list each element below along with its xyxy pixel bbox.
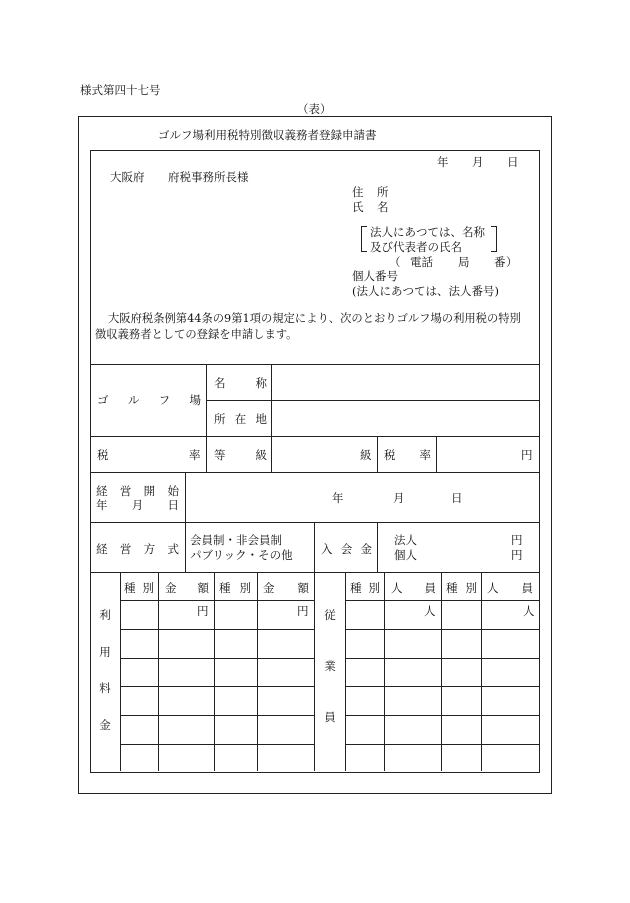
label-char: ゴ — [97, 393, 109, 407]
label-char: 会 — [340, 542, 353, 556]
entry-corporate: 法人 — [394, 533, 417, 547]
col-rule — [257, 572, 258, 771]
name-label-1: 氏 — [352, 200, 364, 214]
label-char: 称 — [255, 376, 267, 390]
row-rule — [345, 600, 539, 601]
addressee-prefecture: 大阪府 — [110, 170, 145, 184]
label-char: 営 — [119, 484, 132, 498]
personal-number-note: (法人にあつては、法人番号) — [352, 284, 499, 298]
label-char: 額 — [197, 581, 209, 595]
label-char: 開 — [143, 484, 156, 498]
col-rule — [158, 572, 159, 771]
statement-line1: 大阪府税条例第44条の9第1項の規定により、次のとおりゴルフ場の利用税の特別 — [108, 312, 521, 325]
label-char: 税 — [384, 448, 396, 462]
bracket-right — [491, 226, 497, 252]
date-month: 月 — [472, 155, 484, 169]
label-char: 料 — [99, 681, 111, 696]
col-rule — [377, 522, 378, 572]
label-char: 員 — [324, 710, 336, 724]
label-char: 別 — [142, 581, 154, 595]
label-char: 金 — [99, 717, 111, 732]
label-char: 用 — [99, 644, 111, 659]
entry-fee-label — [321, 541, 372, 557]
label-char: 別 — [239, 581, 251, 595]
label-char: 員 — [521, 581, 533, 595]
grade-unit: 級 — [360, 448, 372, 462]
col-rule — [481, 572, 482, 771]
fee-col-type-1 — [124, 580, 154, 596]
form-title: ゴルフ場利用税特別徴収義務者登録申請書 — [158, 128, 377, 142]
label-char: 入 — [321, 542, 333, 556]
row-rule — [120, 600, 315, 601]
col-rule — [441, 572, 442, 771]
grade-label — [214, 447, 267, 463]
label-char: 員 — [424, 581, 436, 595]
fee-yen-1: 円 — [197, 604, 209, 618]
staff-col-people-2 — [487, 580, 533, 596]
label-char: 地 — [255, 412, 267, 426]
phone-open: （ — [389, 255, 401, 269]
bracket-left — [361, 226, 367, 252]
phone-number: 番 — [494, 255, 506, 269]
personal-number-label: 個人番号 — [352, 269, 398, 283]
mgmt-option-public: パブリック・その他 — [190, 548, 293, 562]
staff-person-unit-1: 人 — [424, 604, 436, 618]
row-rule — [345, 715, 539, 716]
fee-yen-2: 円 — [297, 604, 309, 618]
start-label-line2 — [96, 497, 179, 513]
mgmt-option-membership: 会員制・非会員制 — [190, 533, 282, 547]
row-rule — [90, 364, 539, 365]
staff-col-type-1 — [350, 580, 380, 596]
golf-course-label — [97, 392, 201, 408]
staff-person-unit-2: 人 — [523, 604, 535, 618]
name-label-2: 名 — [377, 200, 389, 214]
label-char: 経 — [96, 542, 108, 556]
label-char: 日 — [167, 498, 179, 512]
row-rule — [345, 686, 539, 687]
row-rule — [345, 744, 539, 745]
entry-individual: 個人 — [394, 548, 417, 562]
col-rule — [214, 572, 215, 771]
label-char: 営 — [119, 542, 132, 556]
form-number: 様式第四十七号 — [80, 83, 161, 97]
row-rule — [120, 744, 315, 745]
date-year: 年 — [437, 155, 449, 169]
row-rule — [120, 629, 315, 630]
label-char: 率 — [419, 448, 431, 462]
label-char: 別 — [465, 581, 477, 595]
label-char: 月 — [131, 498, 144, 512]
address-label-1: 住 — [352, 185, 364, 199]
name-label — [214, 375, 267, 391]
entry-corporate-yen: 円 — [511, 533, 523, 547]
col-rule — [384, 572, 385, 771]
start-day: 日 — [451, 491, 463, 505]
label-char: 経 — [96, 484, 108, 498]
col-rule — [314, 572, 315, 771]
start-year: 年 — [332, 491, 344, 505]
staff-col-type-2 — [446, 580, 477, 596]
col-rule — [120, 572, 121, 771]
label-char: 人 — [487, 581, 499, 595]
tax-rate-label-2 — [384, 447, 431, 463]
label-char: 別 — [368, 581, 380, 595]
staff-col-people-1 — [391, 580, 436, 596]
corp-note-line2: 及び代表者の氏名 — [370, 240, 462, 254]
yen-unit: 円 — [521, 448, 533, 462]
row-rule — [120, 686, 315, 687]
row-rule — [90, 436, 539, 437]
col-rule — [271, 364, 272, 472]
staff-section-label — [320, 607, 340, 725]
date-day: 日 — [507, 155, 519, 169]
row-rule — [120, 658, 315, 659]
row-rule — [206, 400, 539, 401]
label-char: 金 — [263, 581, 275, 595]
label-char: 場 — [189, 393, 201, 407]
label-char: 従 — [324, 608, 336, 622]
fee-section-label — [95, 607, 115, 733]
label-char: 金 — [360, 542, 372, 556]
fee-col-type-2 — [219, 580, 251, 596]
row-rule — [345, 658, 539, 659]
address-label-2: 所 — [377, 185, 389, 199]
label-char: フ — [158, 393, 171, 407]
fee-col-amount-1 — [165, 580, 209, 596]
label-char: ル — [127, 393, 140, 407]
start-month: 月 — [393, 491, 405, 505]
col-rule — [377, 436, 378, 472]
row-rule — [345, 629, 539, 630]
label-char: 名 — [214, 376, 226, 390]
label-char: 等 — [214, 448, 226, 462]
label-char: 級 — [255, 448, 267, 462]
mgmt-label — [96, 541, 179, 557]
label-char: 種 — [350, 581, 362, 595]
label-char: 金 — [165, 581, 177, 595]
side-label: （表） — [297, 102, 332, 116]
location-label — [214, 411, 267, 427]
tax-rate-label-right: 率 — [189, 448, 201, 462]
corp-note-line1: 法人にあつては、名称 — [370, 225, 485, 239]
label-char: 年 — [96, 498, 108, 512]
col-rule — [436, 436, 437, 472]
label-char: 種 — [124, 581, 136, 595]
row-rule — [90, 472, 539, 473]
label-char: 在 — [234, 412, 247, 426]
col-rule — [314, 522, 315, 572]
label-char: 種 — [219, 581, 231, 595]
tax-rate-label-left: 税 — [97, 448, 109, 462]
phone-close: ） — [506, 255, 518, 269]
label-char: 式 — [167, 542, 179, 556]
label-char: 種 — [446, 581, 458, 595]
label-char: 所 — [214, 412, 226, 426]
col-rule — [345, 572, 346, 771]
label-char: 人 — [391, 581, 403, 595]
fee-col-amount-2 — [263, 580, 309, 596]
col-rule — [185, 472, 186, 572]
phone-bureau: 局 — [458, 255, 470, 269]
label-char: 業 — [324, 659, 336, 673]
label-char: 利 — [99, 608, 111, 622]
label-char: 額 — [297, 581, 309, 595]
label-char: 始 — [167, 484, 179, 498]
entry-individual-yen: 円 — [511, 548, 523, 562]
addressee-office: 府税事務所長様 — [168, 170, 249, 184]
label-char: 方 — [143, 542, 156, 556]
phone-label: 電話 — [410, 255, 433, 269]
col-rule — [206, 364, 207, 472]
statement-line2: 徴収義務者としての登録を申請します。 — [95, 328, 298, 341]
row-rule — [120, 715, 315, 716]
